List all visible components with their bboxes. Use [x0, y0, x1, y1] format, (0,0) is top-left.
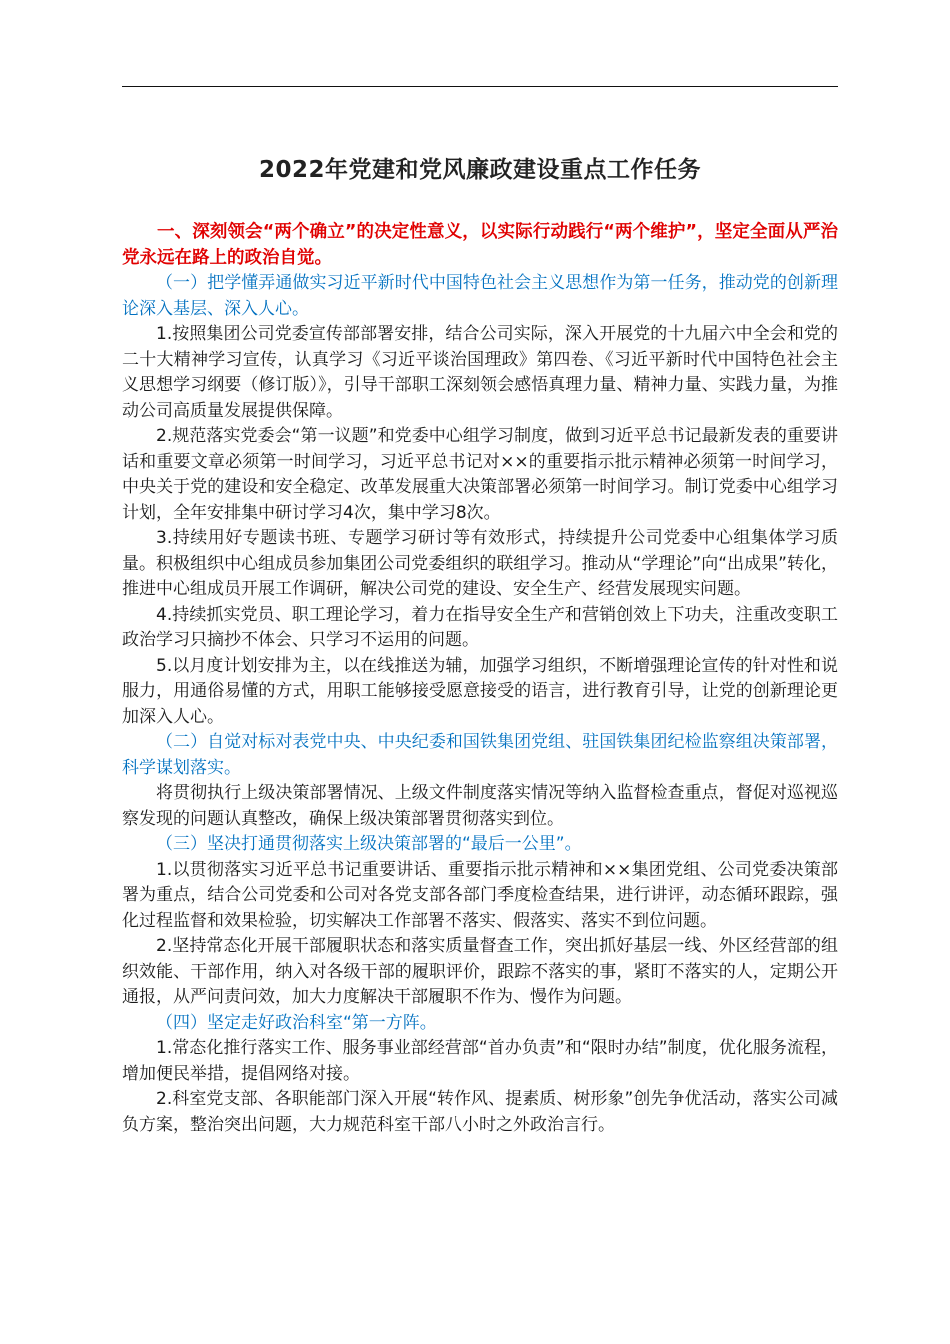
- subsection-heading-2: （二）自觉对标对表党中央、中央纪委和国铁集团党组、驻国铁集团纪检监察组决策部署，科学谋划落实。: [122, 732, 838, 778]
- subsection-heading-1: （一）把学懂弄通做实习近平新时代中国特色社会主义思想作为第一任务，推动党的创新理论深入基层、深入人心。: [122, 273, 838, 319]
- header-rule: [122, 86, 838, 87]
- paragraph: 2.科室党支部、各职能部门深入开展“转作风、提素质、树形象”创先争优活动，落实公司减负方案，整治突出问题，大力规范科室干部八小时之外政治言行。: [122, 1089, 838, 1135]
- subsection-heading-4: （四）坚定走好政治科室“第一方阵。: [156, 1012, 437, 1033]
- paragraph: 4.持续抓实党员、职工理论学习，着力在指导安全生产和营销创效上下功夫，注重改变职工政治学习只摘抄不体会、只学习不运用的问题。: [122, 604, 838, 650]
- paragraph: 5.以月度计划安排为主，以在线推送为辅，加强学习组织，不断增强理论宣传的针对性和说服力，用通俗易懂的方式，用职工能够接受愿意接受的语言，进行教育引导，让党的创新理论更加深入人心。: [122, 655, 838, 727]
- paragraph: 3.持续用好专题读书班、专题学习研讨等有效形式，持续提升公司党委中心组集体学习质量。积极组织中心组成员参加集团公司党委组织的联组学习。推动从“学理论”向“出成果”转化，推进中心组成员开展工作调研，解决公司党的建设、安全生产、经营发展现实问题。: [122, 528, 838, 599]
- section-heading-1: 一、深刻领会“两个确立”的决定性意义，以实际行动践行“两个维护”，坚定全面从严治党永远在路上的政治自觉。: [122, 222, 838, 268]
- document-body: [122, 148, 838, 1138]
- paragraph: 2.规范落实党委会“第一议题”和党委中心组学习制度，做到习近平总书记最新发表的重要讲话和重要文章必须第一时间学习，习近平总书记对××的重要指示批示精神必须第一时间学习，中央关于党的建设和安全稳定、改革发展重大决策部署必须第一时间学习。制订党委中心组学习计划，全年安排集中研讨学习4次，集中学习8次。: [122, 426, 838, 523]
- paragraph: 2.坚持常态化开展干部履职状态和落实质量督查工作，突出抓好基层一线、外区经营部的组织效能、干部作用，纳入对各级干部的履职评价，跟踪不落实的事，紧盯不落实的人，定期公开通报，从严问责问效，加大力度解决干部履职不作为、慢作为问题。: [122, 936, 838, 1007]
- paragraph: 1.按照集团公司党委宣传部部署安排，结合公司实际，深入开展党的十九届六中全会和党的二十大精神学习宣传，认真学习《习近平谈治国理政》第四卷、《习近平新时代中国特色社会主义思想学习纲要（修订版）》，引导干部职工深刻领会感悟真理力量、精神力量、实践力量，为推动公司高质量发展提供保障。: [122, 324, 838, 421]
- paragraph: 1.以贯彻落实习近平总书记重要讲话、重要指示批示精神和××集团党组、公司党委决策部署为重点，结合公司党委和公司对各党支部各部门季度检查结果，进行讲评，动态循环跟踪，强化过程监督和效果检验，切实解决工作部署不落实、假落实、落实不到位问题。: [122, 859, 838, 931]
- paragraph: 将贯彻执行上级决策部署情况、上级文件制度落实情况等纳入监督检查重点，督促对巡视巡察发现的问题认真整改，确保上级决策部署贯彻落实到位。: [122, 783, 838, 829]
- paragraph: 1.常态化推行落实工作、服务事业部经营部“首办负责”和“限时办结”制度，优化服务流程，增加便民举措，提倡网络对接。: [122, 1038, 838, 1084]
- subsection-heading-3: （三）坚决打通贯彻落实上级决策部署的“最后一公里”。: [156, 834, 582, 854]
- document-title: 2022年党建和党风廉政建设重点工作任务: [258, 157, 701, 183]
